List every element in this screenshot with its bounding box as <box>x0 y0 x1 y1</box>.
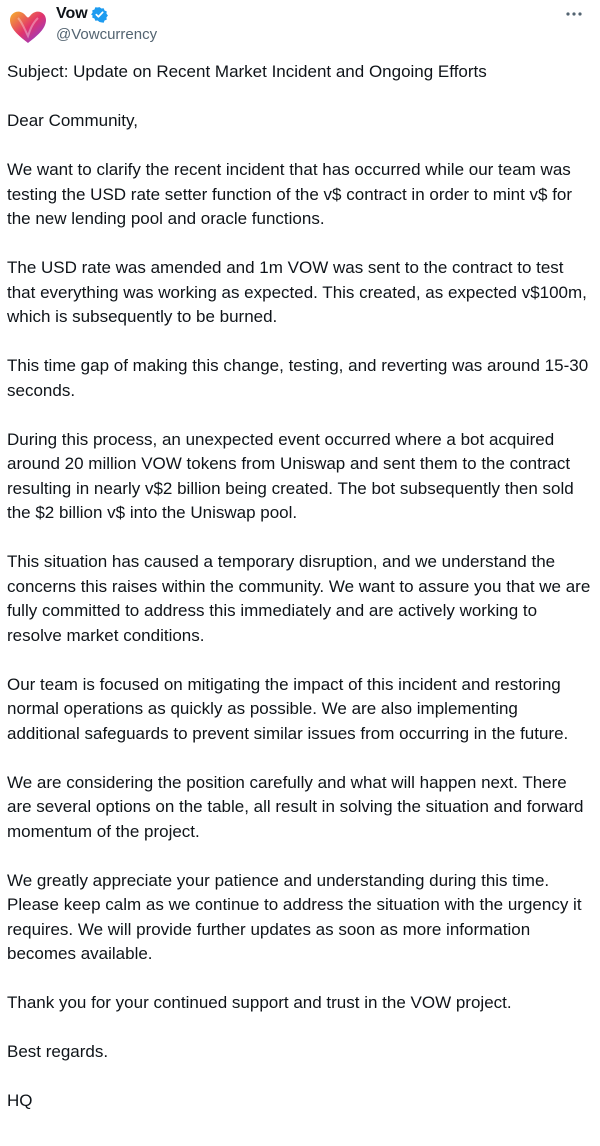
verified-badge-icon <box>91 6 108 23</box>
more-horizontal-icon <box>565 11 583 17</box>
post-paragraph: The USD rate was amended and 1m VOW was sent to the contract to test that everything was working as expected. This created, as expected v$100m, which is subsequently to be burned. <box>7 258 587 326</box>
vow-logo-icon <box>6 6 50 46</box>
author-handle[interactable]: @Vowcurrency <box>56 26 158 43</box>
post-paragraph: We greatly appreciate your patience and understanding during this time. Please keep calm as we continue to address the situation with the urgency it requires. We will provide further updates as soon as more information becomes available. <box>7 870 582 963</box>
post-paragraph: This situation has caused a temporary disruption, and we understand the concerns this raises within the community. We want to assure you that we are fully committed to address this immediately and are actively working to resolve market conditions. <box>7 552 591 645</box>
post-paragraph: During this process, an unexpected event occurred where a bot acquired around 20 million VOW tokens from Uniswap and sent them to the contract resulting in nearly v$2 billion being created. The bot subsequently then sold the $2 billion v$ into the Uniswap pool. <box>7 429 574 522</box>
post-paragraph: We are considering the position carefully and what will happen next. There are several options on the table, all result in solving the situation and forward momentum of the project. <box>7 772 584 841</box>
post-text <box>7 60 593 1114</box>
post-paragraph: Our team is focused on mitigating the impact of this incident and restoring normal operations as quickly as possible. We are also implementing additional safeguards to prevent similar issues from occurring in the future. <box>7 674 569 743</box>
post-paragraph-signature: HQ <box>7 1091 33 1110</box>
author-display-name[interactable]: Vow <box>56 5 88 22</box>
post-paragraph-closing: Best regards. <box>7 1042 109 1061</box>
post-header <box>0 0 600 50</box>
post-paragraph-subject: Subject: Update on Recent Market Incident and Ongoing Efforts <box>7 62 487 81</box>
post-paragraph: Thank you for your continued support and trust in the VOW project. <box>7 993 512 1012</box>
post-paragraph: This time gap of making this change, testing, and reverting was around 15-30 seconds. <box>7 356 589 400</box>
more-options-button[interactable] <box>560 4 588 24</box>
post-paragraph: We want to clarify the recent incident that has occurred while our team was testing the USD rate setter function of the v$ contract in order to mint v$ for the new lending pool and oracle functions. <box>7 160 573 228</box>
post-paragraph-greeting: Dear Community, <box>7 111 138 130</box>
avatar[interactable] <box>6 6 50 46</box>
